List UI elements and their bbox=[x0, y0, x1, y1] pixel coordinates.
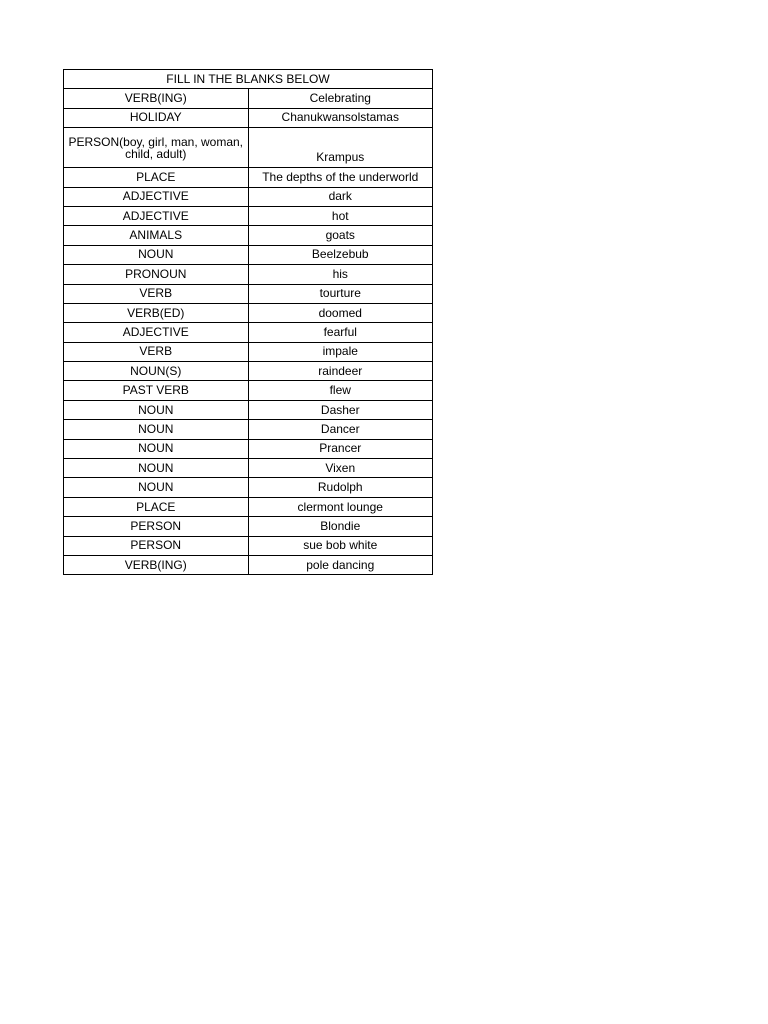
word-type-cell: NOUN bbox=[64, 420, 249, 439]
table-row bbox=[64, 439, 433, 458]
answer-cell: sue bob white bbox=[248, 536, 433, 555]
table-row bbox=[64, 284, 433, 303]
word-type-cell: PRONOUN bbox=[64, 265, 249, 284]
table-row bbox=[64, 420, 433, 439]
answer-cell: Vixen bbox=[248, 459, 433, 478]
answer-cell: goats bbox=[248, 226, 433, 245]
answer-cell: Rudolph bbox=[248, 478, 433, 497]
table-row bbox=[64, 536, 433, 555]
table-row bbox=[64, 381, 433, 400]
word-type-cell: PLACE bbox=[64, 497, 249, 516]
answer-cell: Krampus bbox=[248, 128, 433, 168]
answer-cell: hot bbox=[248, 206, 433, 225]
word-type-cell: ADJECTIVE bbox=[64, 206, 249, 225]
table-row bbox=[64, 497, 433, 516]
table-row bbox=[64, 206, 433, 225]
table-title-row bbox=[64, 70, 433, 89]
table-row bbox=[64, 187, 433, 206]
table-row bbox=[64, 245, 433, 264]
word-type-cell: PAST VERB bbox=[64, 381, 249, 400]
table-row bbox=[64, 265, 433, 284]
answer-cell: Chanukwansolstamas bbox=[248, 108, 433, 127]
word-type-cell: NOUN bbox=[64, 439, 249, 458]
answer-cell: Dancer bbox=[248, 420, 433, 439]
word-type-cell: NOUN bbox=[64, 400, 249, 419]
word-type-cell: HOLIDAY bbox=[64, 108, 249, 127]
answer-cell: tourture bbox=[248, 284, 433, 303]
table-row bbox=[64, 168, 433, 187]
word-type-cell: ADJECTIVE bbox=[64, 323, 249, 342]
word-type-cell: VERB bbox=[64, 284, 249, 303]
answer-cell: fearful bbox=[248, 323, 433, 342]
word-type-cell: PLACE bbox=[64, 168, 249, 187]
table-row bbox=[64, 303, 433, 322]
word-type-cell: NOUN bbox=[64, 478, 249, 497]
answer-cell: flew bbox=[248, 381, 433, 400]
answer-cell: Celebrating bbox=[248, 89, 433, 108]
fill-in-blanks-table bbox=[63, 69, 433, 575]
answer-cell: Beelzebub bbox=[248, 245, 433, 264]
answer-cell: clermont lounge bbox=[248, 497, 433, 516]
word-type-cell: NOUN(S) bbox=[64, 362, 249, 381]
word-type-cell: VERB bbox=[64, 342, 249, 361]
word-type-cell: ADJECTIVE bbox=[64, 187, 249, 206]
answer-cell: pole dancing bbox=[248, 555, 433, 574]
answer-cell: his bbox=[248, 265, 433, 284]
table-row bbox=[64, 342, 433, 361]
answer-cell: Blondie bbox=[248, 517, 433, 536]
table-row bbox=[64, 226, 433, 245]
answer-cell: dark bbox=[248, 187, 433, 206]
table-row bbox=[64, 362, 433, 381]
table-row bbox=[64, 517, 433, 536]
word-type-cell: VERB(ED) bbox=[64, 303, 249, 322]
word-type-cell: NOUN bbox=[64, 245, 249, 264]
answer-cell: The depths of the underworld bbox=[248, 168, 433, 187]
answer-cell: doomed bbox=[248, 303, 433, 322]
table-title: FILL IN THE BLANKS BELOW bbox=[64, 70, 433, 89]
word-type-cell: VERB(ING) bbox=[64, 555, 249, 574]
table-row bbox=[64, 128, 433, 168]
table-row bbox=[64, 555, 433, 574]
answer-cell: Dasher bbox=[248, 400, 433, 419]
answer-cell: Prancer bbox=[248, 439, 433, 458]
answer-cell: impale bbox=[248, 342, 433, 361]
table-row bbox=[64, 459, 433, 478]
word-type-cell: ANIMALS bbox=[64, 226, 249, 245]
table-row bbox=[64, 89, 433, 108]
table-row bbox=[64, 323, 433, 342]
word-type-cell: PERSON bbox=[64, 536, 249, 555]
table-row bbox=[64, 478, 433, 497]
answer-cell: raindeer bbox=[248, 362, 433, 381]
table-row bbox=[64, 108, 433, 127]
word-type-cell: PERSON bbox=[64, 517, 249, 536]
word-type-cell: NOUN bbox=[64, 459, 249, 478]
table-row bbox=[64, 400, 433, 419]
word-type-cell: VERB(ING) bbox=[64, 89, 249, 108]
word-type-cell: PERSON(boy, girl, man, woman, child, adult) bbox=[64, 128, 249, 168]
